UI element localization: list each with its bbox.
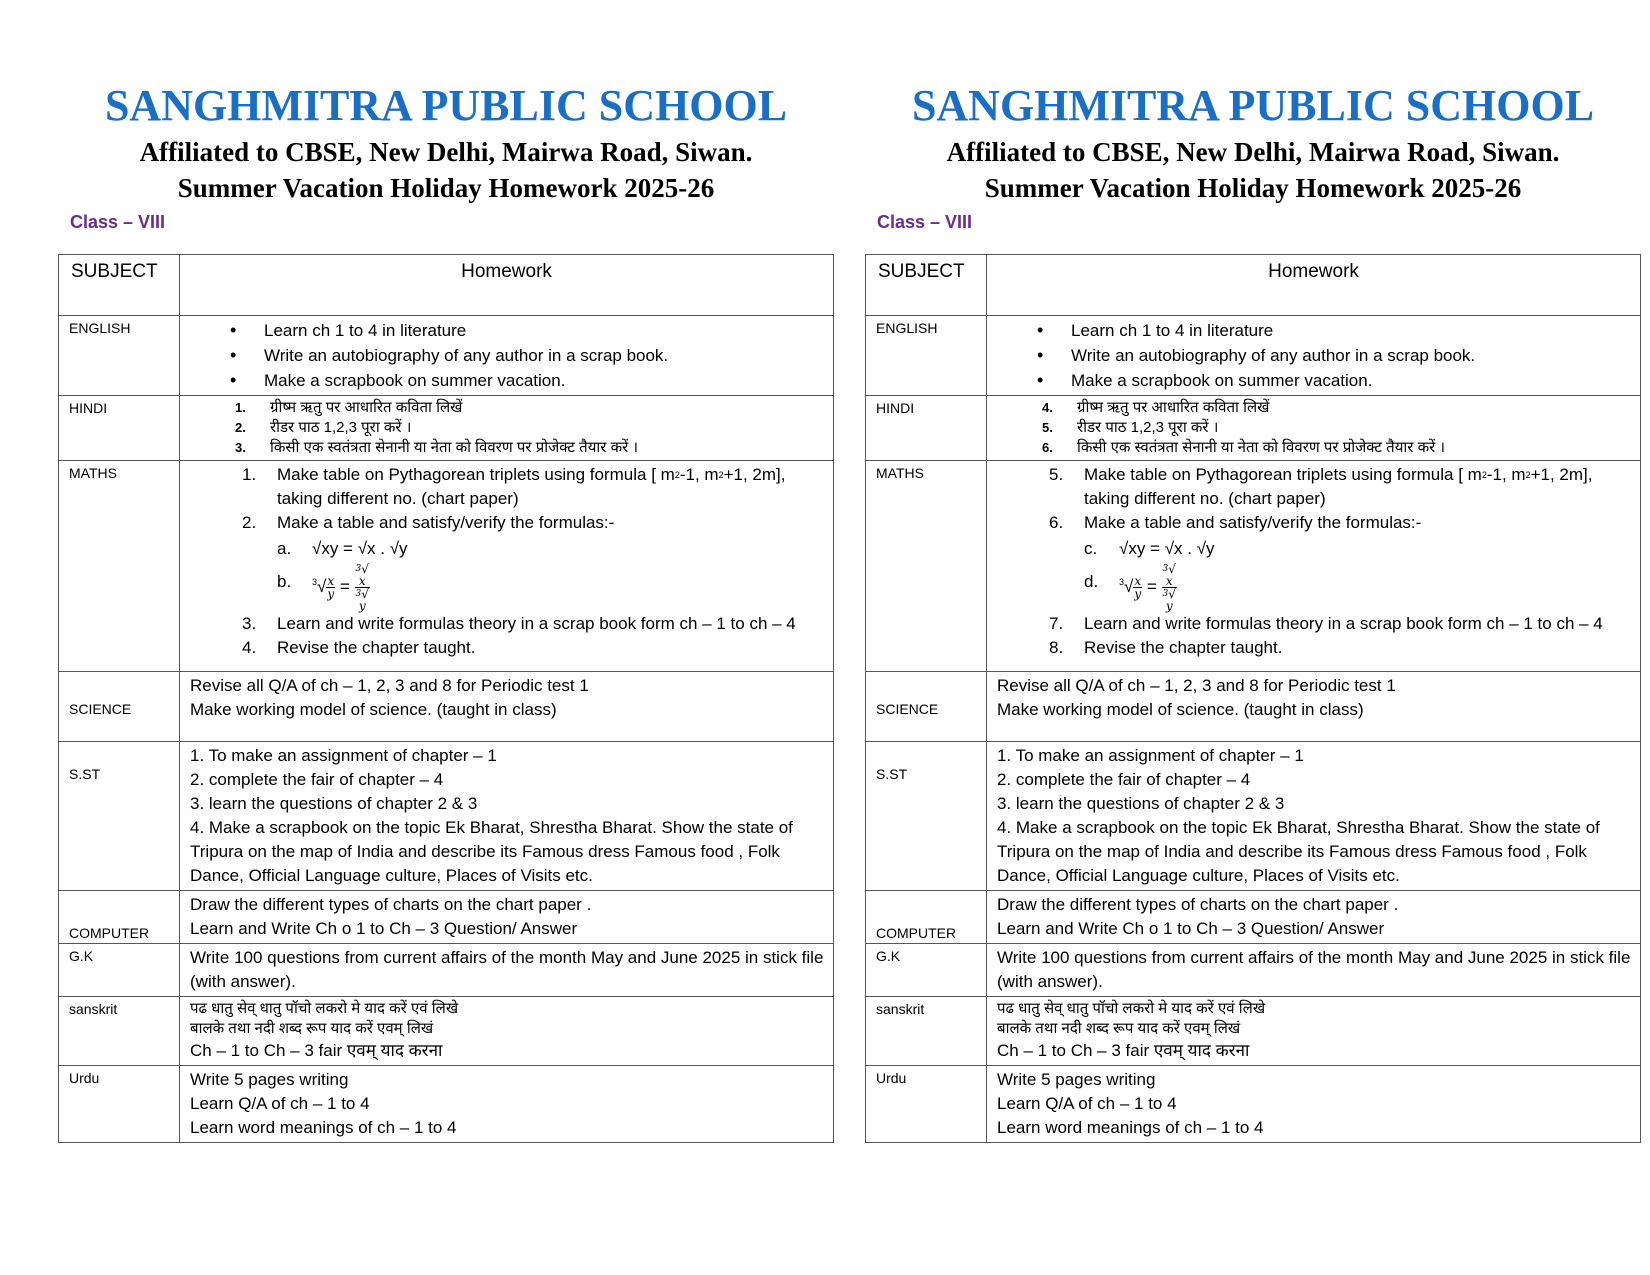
homework-cell: पढ धातु सेव् धातु पॉचो लकरो मे याद करें एवं लिखे बालके तथा नदी शब्द रूप याद करें एवम् लिखं Ch – 1 to Ch – 3 fair एवम् याद करना [987, 997, 1641, 1066]
homework-cell: Revise all Q/A of ch – 1, 2, 3 and 8 for Periodic test 1 Make working model of science. (taught in class) [180, 672, 834, 742]
table-row-sst [866, 742, 1641, 891]
subject-cell: ENGLISH [59, 316, 180, 396]
subject-cell: S.ST [59, 742, 180, 891]
table-row-gk [866, 944, 1641, 997]
homework-cell: Revise all Q/A of ch – 1, 2, 3 and 8 for Periodic test 1 Make working model of science. (taught in class) [987, 672, 1641, 742]
class-label: Class – VIII [877, 212, 973, 232]
sub-list-item: c. √xy = √x . √y [1084, 539, 1215, 558]
subject-column-header: SUBJECT [866, 255, 987, 316]
homework-cell: Write 5 pages writing Learn Q/A of ch – 1 to 4 Learn word meanings of ch – 1 to 4 [987, 1066, 1641, 1143]
cube-root-formula: $^3$√ $\frac{x}{y}$ = $^3$√ x $^3$√ y [1119, 562, 1176, 613]
homework-cell: Write 100 questions from current affairs of the month May and June 2025 in stick file (with answer). [180, 944, 834, 997]
table-row-english [866, 316, 1641, 396]
subject-cell: Urdu [59, 1066, 180, 1143]
homework-sheet-left [58, 78, 834, 1137]
table-row-sst [59, 742, 834, 891]
list-item: 4. ग्रीष्म ऋतु पर आधारित कविता लिखें [1042, 399, 1270, 416]
list-item: 5. Make table on Pythagorean triplets using formula [ $m^2-1$, $m^2+1$, 2m], taking different no. (chart paper) [1049, 465, 1593, 508]
list-item: 3. Learn and write formulas theory in a scrap book form ch – 1 to ch – 4 [242, 614, 796, 633]
homework-column-header: Homework [987, 255, 1641, 316]
affiliation-line: Affiliated to CBSE, New Delhi, Mairwa Road, Siwan. [946, 137, 1560, 167]
table-header-row [866, 255, 1641, 316]
list-item: • Write an autobiography of any author in a scrap book. [230, 343, 825, 368]
sub-list-item: a. √xy = √x . √y [277, 539, 408, 558]
list-item: 7. Learn and write formulas theory in a scrap book form ch – 1 to ch – 4 [1049, 614, 1603, 633]
table-row-science [59, 672, 834, 742]
table-row-urdu [59, 1066, 834, 1143]
subject-cell: HINDI [59, 396, 180, 461]
subject-cell: COMPUTER [866, 891, 987, 944]
homework-cell: Draw the different types of charts on the chart paper . Learn and Write Ch o 1 to Ch – 3 Question/ Answer [987, 891, 1641, 944]
school-name: SANGHMITRA PUBLIC SCHOOL [911, 81, 1595, 130]
list-item: • Make a scrapbook on summer vacation. [1037, 368, 1632, 393]
subject-cell: G.K [866, 944, 987, 997]
homework-cell [987, 396, 1641, 461]
table-row-hindi [866, 396, 1641, 461]
list-item: 2. Make a table and satisfy/verify the formulas:- [242, 513, 615, 532]
homework-cell: पढ धातु सेव् धातु पॉचो लकरो मे याद करें एवं लिखे बालके तथा नदी शब्द रूप याद करें एवम् लिखं Ch – 1 to Ch – 3 fair एवम् याद करना [180, 997, 834, 1066]
table-row-computer [59, 891, 834, 944]
homework-title: Summer Vacation Holiday Homework 2025-26 [984, 173, 1522, 203]
affiliation-line: Affiliated to CBSE, New Delhi, Mairwa Road, Siwan. [139, 137, 753, 167]
subject-cell: sanskrit [59, 997, 180, 1066]
table-row-maths [59, 461, 834, 672]
list-item: 2. रीडर पाठ 1,2,3 पूरा करें । [235, 419, 412, 436]
list-item: 4. Revise the chapter taught. [242, 638, 476, 657]
subject-cell: MATHS [866, 461, 987, 672]
subject-cell: COMPUTER [59, 891, 180, 944]
table-row-sanskrit [59, 997, 834, 1066]
homework-table [58, 254, 834, 1143]
homework-cell [180, 316, 834, 396]
list-item: • Write an autobiography of any author in a scrap book. [1037, 343, 1632, 368]
subject-cell: Urdu [866, 1066, 987, 1143]
homework-cell [180, 461, 834, 672]
table-row-maths [866, 461, 1641, 672]
table-row-hindi [59, 396, 834, 461]
homework-cell: Write 5 pages writing Learn Q/A of ch – 1 to 4 Learn word meanings of ch – 1 to 4 [180, 1066, 834, 1143]
sub-list-item: d. $^3$√ $\frac{x}{y}$ = $^3$√ x $^3$√ y [1084, 562, 1176, 613]
homework-cell [987, 316, 1641, 396]
list-item: 6. Make a table and satisfy/verify the formulas:- [1049, 513, 1422, 532]
list-item: • Learn ch 1 to 4 in literature [1037, 318, 1632, 343]
table-header-row [59, 255, 834, 316]
subject-cell: HINDI [866, 396, 987, 461]
homework-column-header: Homework [180, 255, 834, 316]
list-item: 1. Make table on Pythagorean triplets using formula [ $m^2-1$, $m^2+1$, 2m], taking different no. (chart paper) [242, 465, 786, 508]
list-item: • Learn ch 1 to 4 in literature [230, 318, 825, 343]
list-item: 8. Revise the chapter taught. [1049, 638, 1283, 657]
list-item: 6. किसी एक स्वतंत्रता सेनानी या नेता को विवरण पर प्रोजेक्ट तैयार करें । [1042, 439, 1446, 456]
table-row-urdu [866, 1066, 1641, 1143]
cube-root-formula: $^3$√ $\frac{x}{y}$ = $^3$√ x $^3$√ y [312, 562, 369, 613]
subject-cell: ENGLISH [866, 316, 987, 396]
class-label: Class – VIII [70, 212, 166, 232]
subject-cell: G.K [59, 944, 180, 997]
list-item: 1. ग्रीष्म ऋतु पर आधारित कविता लिखें [235, 399, 463, 416]
homework-title: Summer Vacation Holiday Homework 2025-26 [177, 173, 715, 203]
subject-cell: S.ST [866, 742, 987, 891]
sub-list-item: b. $^3$√ $\frac{x}{y}$ = $^3$√ x $^3$√ y [277, 562, 369, 613]
table-row-english [59, 316, 834, 396]
subject-cell: SCIENCE [59, 672, 180, 742]
homework-cell: 1. To make an assignment of chapter – 1 2. complete the fair of chapter – 4 3. learn the questions of chapter 2 & 3 4. Make a scrapbook on the topic Ek Bharat, Shrestha Bharat. Show the state of Tripura on the map of India and describe its Famous dress Famous food , Folk Dance, Official Language culture, Places of Visits etc. [987, 742, 1641, 891]
table-row-computer [866, 891, 1641, 944]
homework-sheet-right [865, 78, 1641, 1137]
homework-cell: Write 100 questions from current affairs of the month May and June 2025 in stick file (with answer). [987, 944, 1641, 997]
table-row-gk [59, 944, 834, 997]
list-item: 5. रीडर पाठ 1,2,3 पूरा करें । [1042, 419, 1219, 436]
school-name: SANGHMITRA PUBLIC SCHOOL [104, 81, 788, 130]
homework-cell [180, 396, 834, 461]
table-row-science [866, 672, 1641, 742]
subject-cell: SCIENCE [866, 672, 987, 742]
homework-cell: 1. To make an assignment of chapter – 1 2. complete the fair of chapter – 4 3. learn the questions of chapter 2 & 3 4. Make a scrapbook on the topic Ek Bharat, Shrestha Bharat. Show the state of Tripura on the map of India and describe its Famous dress Famous food , Folk Dance, Official Language culture, Places of Visits etc. [180, 742, 834, 891]
subject-cell: sanskrit [866, 997, 987, 1066]
table-row-sanskrit [866, 997, 1641, 1066]
subject-column-header: SUBJECT [59, 255, 180, 316]
homework-table [865, 254, 1641, 1143]
homework-cell [987, 461, 1641, 672]
list-item: • Make a scrapbook on summer vacation. [230, 368, 825, 393]
homework-cell: Draw the different types of charts on the chart paper . Learn and Write Ch o 1 to Ch – 3 Question/ Answer [180, 891, 834, 944]
subject-cell: MATHS [59, 461, 180, 672]
list-item: 3. किसी एक स्वतंत्रता सेनानी या नेता को विवरण पर प्रोजेक्ट तैयार करें । [235, 439, 639, 456]
